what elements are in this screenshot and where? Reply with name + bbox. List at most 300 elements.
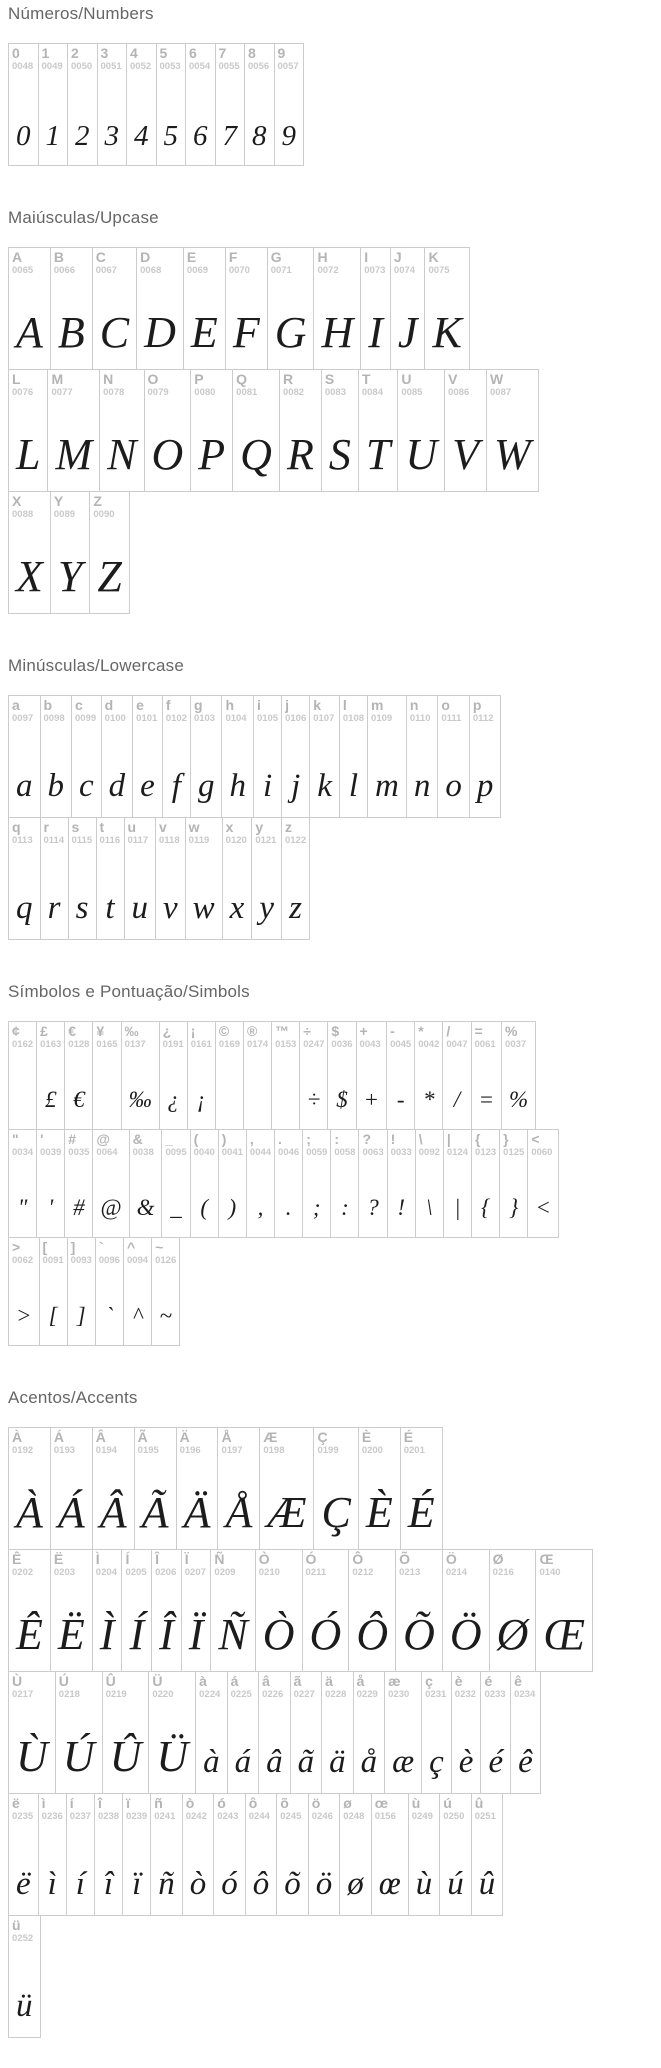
- char-glyph: j: [291, 768, 301, 804]
- char-cell: [40, 1238, 68, 1345]
- char-label: ó: [217, 1795, 226, 1811]
- char-label: H: [317, 249, 328, 265]
- char-unicode: 0051: [100, 61, 122, 72]
- char-unicode: 0065: [12, 265, 34, 276]
- char-unicode: 0077: [51, 387, 73, 398]
- char-unicode: 0053: [159, 61, 181, 72]
- char-glyph: K: [432, 308, 462, 357]
- char-unicode: 0080: [194, 387, 216, 398]
- char-unicode: 0192: [12, 1445, 34, 1456]
- char-unicode: 0086: [448, 387, 470, 398]
- char-unicode: 0211: [305, 1567, 327, 1578]
- char-glyph: Ë: [57, 1610, 85, 1659]
- char-cell: [314, 1428, 358, 1549]
- char-glyph: I: [368, 308, 383, 357]
- char-cell: [51, 248, 93, 369]
- char-cell: [67, 1794, 95, 1915]
- char-label: î: [97, 1795, 102, 1811]
- char-glyph: ,: [257, 1195, 264, 1220]
- char-unicode: 0230: [388, 1689, 410, 1700]
- char-cell: [472, 1022, 503, 1129]
- char-cell-head: [472, 1794, 503, 1823]
- char-label: 0: [12, 45, 20, 61]
- char-cell-head: [93, 1130, 128, 1159]
- char-glyph: Õ: [403, 1610, 435, 1659]
- char-unicode: 0093: [70, 1255, 92, 1266]
- char-label: 3: [100, 45, 109, 61]
- char-cell: [282, 696, 310, 817]
- char-cell-head: [282, 696, 309, 725]
- char-cell: [93, 1130, 129, 1237]
- char-cell: [98, 44, 128, 165]
- char-unicode: 0113: [12, 835, 33, 846]
- char-unicode: 0218: [58, 1689, 80, 1700]
- char-cell: [102, 696, 134, 817]
- char-glyph: á: [234, 1744, 252, 1780]
- char-glyph: $: [336, 1087, 348, 1112]
- char-cell: [396, 1550, 443, 1671]
- char-unicode: 0104: [225, 713, 247, 724]
- char-cell-head: [222, 696, 253, 725]
- char-cell-head: [254, 696, 281, 725]
- char-unicode: 0090: [93, 509, 115, 520]
- char-cell: [303, 1130, 331, 1237]
- char-cell: [156, 818, 186, 939]
- char-label: Æ: [263, 1429, 278, 1445]
- char-cell-head: [275, 1130, 302, 1159]
- charmap-row: [8, 1793, 503, 1916]
- char-glyph: œ: [378, 1866, 401, 1902]
- char-label: 8: [248, 45, 256, 61]
- char-cell-head: [9, 492, 50, 521]
- char-cell-head: [95, 1794, 122, 1823]
- char-glyph: `: [105, 1303, 114, 1328]
- char-cell-head: [93, 1428, 134, 1457]
- char-cell: [72, 696, 102, 817]
- char-glyph: ': [48, 1195, 54, 1220]
- char-label: Ú: [58, 1673, 69, 1689]
- char-cell-head: [425, 248, 468, 277]
- char-cell: [443, 1022, 471, 1129]
- char-unicode: 0247: [303, 1039, 325, 1050]
- char-label: /: [446, 1023, 451, 1039]
- char-cell: [68, 44, 98, 165]
- char-cell-head: [9, 1550, 50, 1579]
- char-glyph: Ù: [16, 1732, 48, 1781]
- char-glyph: J: [397, 308, 418, 357]
- char-cell: [183, 1794, 215, 1915]
- char-glyph: [272, 1051, 299, 1129]
- char-label: Ù: [12, 1673, 23, 1689]
- char-unicode: 0100: [104, 713, 126, 724]
- char-cell-head: [156, 818, 185, 847]
- char-glyph: ò: [189, 1866, 207, 1902]
- char-unicode: 0122: [284, 835, 307, 846]
- section-title-uppercase: Maiúsculas/Upcase: [8, 208, 159, 227]
- char-glyph: Ü: [156, 1732, 189, 1781]
- char-unicode: 0056: [248, 61, 270, 72]
- char-label: w: [188, 819, 200, 835]
- char-cell: [135, 1428, 177, 1549]
- char-cell-head: [9, 1428, 50, 1457]
- char-cell-head: [9, 370, 47, 399]
- char-cell: [9, 1022, 37, 1129]
- char-unicode: 0137: [124, 1039, 146, 1050]
- char-unicode: 0209: [214, 1567, 236, 1578]
- char-cell: [388, 1130, 416, 1237]
- char-cell-head: [96, 1238, 123, 1267]
- char-glyph: ¡: [196, 1087, 206, 1112]
- char-label: G: [270, 249, 282, 265]
- char-cell-head: [122, 1022, 159, 1051]
- char-unicode: 0251: [474, 1811, 496, 1822]
- char-cell: [368, 696, 407, 817]
- char-cell: [41, 696, 73, 817]
- char-label: ¢: [12, 1023, 20, 1039]
- char-label: b: [43, 697, 53, 713]
- char-cell-head: [68, 1238, 95, 1267]
- char-unicode: 0042: [418, 1039, 440, 1050]
- char-label: å: [356, 1673, 365, 1689]
- char-unicode: 0124: [446, 1147, 469, 1158]
- char-unicode: 0054: [189, 61, 211, 72]
- char-unicode: 0059: [306, 1147, 328, 1158]
- char-label: d: [104, 697, 114, 713]
- char-label: Ê: [12, 1551, 22, 1567]
- char-cell-head: [275, 44, 304, 73]
- char-cell: [137, 248, 184, 369]
- char-unicode: 0099: [75, 713, 97, 724]
- char-glyph: O: [151, 430, 184, 479]
- char-unicode: 0207: [184, 1567, 206, 1578]
- section-title-accents: Acentos/Accents: [8, 1388, 138, 1407]
- char-cell-head: [259, 1672, 290, 1701]
- char-cell-head: [443, 1022, 470, 1051]
- char-glyph: Ï: [188, 1610, 204, 1659]
- char-cell-head: [133, 696, 162, 725]
- char-glyph: Q: [240, 430, 272, 479]
- charmap-row: [8, 1129, 559, 1238]
- char-glyph: ö: [315, 1866, 333, 1902]
- char-label: ê: [514, 1673, 522, 1689]
- char-label: p: [472, 697, 482, 713]
- char-cell: [372, 1794, 409, 1915]
- char-glyph: 8: [252, 120, 267, 152]
- char-unicode: 0062: [12, 1255, 34, 1266]
- char-label: $: [331, 1023, 340, 1039]
- char-cell-head: [124, 1238, 151, 1267]
- char-cell-head: [223, 818, 252, 847]
- char-cell-head: [186, 44, 215, 73]
- char-label: ô: [248, 1795, 258, 1811]
- char-label: z: [284, 819, 292, 835]
- char-cell: [385, 1672, 422, 1793]
- char-label: <: [531, 1131, 540, 1147]
- char-glyph: m: [375, 768, 399, 804]
- char-cell: [490, 1550, 537, 1671]
- char-label: n: [409, 697, 419, 713]
- char-glyph: :: [341, 1195, 349, 1220]
- char-unicode: 0125: [503, 1147, 525, 1158]
- char-label: l: [342, 697, 347, 713]
- char-cell-head: [422, 1672, 451, 1701]
- char-cell: [9, 44, 39, 165]
- char-cell-head: [98, 44, 127, 73]
- char-label: à: [199, 1673, 207, 1689]
- char-glyph: \: [426, 1195, 433, 1220]
- char-cell-head: [490, 1550, 536, 1579]
- char-cell-head: [300, 1022, 327, 1051]
- char-label: 9: [277, 45, 286, 61]
- char-label: æ: [388, 1673, 401, 1689]
- char-label: [: [42, 1239, 48, 1255]
- char-glyph: x: [229, 890, 245, 926]
- char-cell: [401, 1428, 442, 1549]
- char-cell-head: [184, 248, 225, 277]
- char-cell: [422, 1672, 452, 1793]
- char-unicode: 0241: [154, 1811, 176, 1822]
- char-cell: [152, 1238, 179, 1345]
- char-cell-head: [152, 1550, 181, 1579]
- char-cell-head: [51, 248, 92, 277]
- char-glyph: U: [405, 430, 438, 479]
- char-unicode: 0214: [445, 1567, 468, 1578]
- char-label: ä: [325, 1673, 333, 1689]
- char-cell-head: [228, 1672, 259, 1701]
- char-unicode: 0242: [185, 1811, 207, 1822]
- char-cell-head: [103, 1672, 149, 1701]
- char-glyph: &: [136, 1195, 155, 1220]
- char-cell: [125, 818, 157, 939]
- char-glyph: î: [103, 1866, 114, 1902]
- char-label: :: [334, 1131, 339, 1147]
- char-label: (: [193, 1131, 199, 1147]
- char-cell-head: [157, 44, 186, 73]
- char-label: T: [361, 371, 371, 387]
- char-label: Ï: [184, 1551, 189, 1567]
- char-cell-head: [277, 1794, 308, 1823]
- char-label: S: [324, 371, 335, 387]
- char-unicode: 0195: [137, 1445, 159, 1456]
- char-glyph: A: [16, 308, 43, 357]
- char-glyph: ~: [159, 1303, 172, 1328]
- char-cell: [254, 696, 282, 817]
- char-glyph: ^: [132, 1303, 143, 1328]
- char-cell: [162, 1130, 190, 1237]
- char-cell: [9, 370, 48, 491]
- charmap-row: [8, 1427, 443, 1550]
- char-cell-head: [372, 1794, 408, 1823]
- char-cell-head: [69, 818, 96, 847]
- char-glyph: ù: [415, 1866, 433, 1902]
- char-label: h: [225, 697, 235, 713]
- char-cell: [328, 1022, 356, 1129]
- char-cell: [244, 1022, 272, 1129]
- char-glyph: 9: [281, 120, 296, 152]
- char-glyph: €: [73, 1087, 85, 1112]
- char-unicode: 0199: [317, 1445, 339, 1456]
- char-cell: [511, 1672, 540, 1793]
- char-label: ç: [425, 1673, 433, 1689]
- char-glyph: L: [16, 430, 41, 479]
- char-label: *: [418, 1023, 424, 1039]
- char-glyph: h: [229, 768, 246, 804]
- char-cell-head: [444, 1130, 471, 1159]
- char-glyph: å: [360, 1744, 378, 1780]
- char-cell-head: [48, 370, 99, 399]
- char-cell-head: [9, 1794, 38, 1823]
- char-cell-head: [9, 696, 40, 725]
- char-cell-head: [246, 1794, 277, 1823]
- char-cell: [361, 248, 391, 369]
- char-cell: [90, 492, 128, 613]
- char-glyph: ø: [347, 1866, 364, 1902]
- char-cell: [359, 1428, 401, 1549]
- char-label: Ó: [305, 1551, 317, 1567]
- char-unicode: 0112: [472, 713, 494, 724]
- char-glyph: û: [478, 1866, 496, 1902]
- char-glyph: #: [73, 1195, 85, 1220]
- char-cell: [280, 370, 322, 491]
- char-glyph: ñ: [158, 1866, 175, 1902]
- char-unicode: 0210: [258, 1567, 280, 1578]
- char-label: m: [371, 697, 384, 713]
- char-unicode: 0092: [418, 1147, 440, 1158]
- char-unicode: 0070: [228, 265, 250, 276]
- charmap-section-accents: [8, 1388, 661, 2038]
- char-label: a: [12, 697, 20, 713]
- char-cell-head: [9, 1130, 36, 1159]
- char-cell-head: [443, 1550, 489, 1579]
- char-label: f: [165, 697, 171, 713]
- char-cell-head: [247, 1130, 274, 1159]
- char-unicode: 0121: [255, 835, 277, 846]
- char-cell: [93, 1550, 123, 1671]
- char-glyph: 6: [193, 120, 208, 152]
- char-glyph: ì: [47, 1866, 57, 1902]
- char-cell-head: [216, 44, 245, 73]
- char-unicode: 0045: [390, 1039, 412, 1050]
- charmap-row: [8, 817, 310, 940]
- char-glyph: £: [44, 1087, 57, 1112]
- char-cell-head: [100, 370, 143, 399]
- char-label: 6: [189, 45, 197, 61]
- char-unicode: 0116: [99, 835, 121, 846]
- char-cell: [65, 1130, 93, 1237]
- char-cell-head: [130, 1130, 162, 1159]
- char-unicode: 0046: [278, 1147, 300, 1158]
- char-cell: [191, 1130, 219, 1237]
- char-cell: [39, 1794, 67, 1915]
- char-label: q: [12, 819, 21, 835]
- char-glyph: }: [509, 1195, 519, 1220]
- char-cell: [182, 1550, 212, 1671]
- char-glyph: Ô: [356, 1610, 389, 1659]
- char-cell: [211, 1550, 255, 1671]
- char-cell: [39, 44, 69, 165]
- char-cell-head: [149, 1672, 195, 1701]
- char-unicode: 0119: [188, 835, 210, 846]
- char-glyph: Í: [129, 1610, 145, 1659]
- char-cell: [260, 1428, 314, 1549]
- char-cell: [310, 696, 340, 817]
- section-title-symbols: Símbolos e Pontuação/Simbols: [8, 982, 250, 1001]
- char-unicode: 0063: [362, 1147, 384, 1158]
- char-label: g: [193, 697, 203, 713]
- char-label: Î: [155, 1551, 159, 1567]
- char-cell-head: [361, 248, 390, 277]
- char-glyph: Ã: [141, 1488, 169, 1537]
- char-label: V: [448, 371, 458, 387]
- char-cell-head: [291, 1672, 322, 1701]
- char-label: k: [313, 697, 322, 713]
- char-cell-head: [272, 1022, 299, 1051]
- char-cell-head: [93, 248, 136, 277]
- char-unicode: 0038: [132, 1147, 154, 1158]
- char-cell: [407, 696, 439, 817]
- char-cell-head: [39, 44, 68, 73]
- char-label: ;: [306, 1131, 311, 1147]
- char-label: Í: [125, 1551, 130, 1567]
- char-glyph: è: [458, 1744, 474, 1780]
- char-unicode: 0163: [40, 1039, 62, 1050]
- char-unicode: 0231: [425, 1689, 447, 1700]
- char-unicode: 0249: [411, 1811, 433, 1822]
- char-cell-head: [340, 1794, 371, 1823]
- char-cell-head: [145, 370, 191, 399]
- char-cell: [37, 1022, 65, 1129]
- char-cell-head: [282, 818, 309, 847]
- char-cell-head: [191, 1130, 218, 1159]
- char-cell-head: [216, 1022, 243, 1051]
- char-unicode: 0097: [12, 713, 34, 724]
- char-cell: [93, 1022, 121, 1129]
- char-unicode: 0117: [127, 835, 149, 846]
- charmap-section-numbers: [8, 4, 661, 166]
- char-label: J: [393, 249, 402, 265]
- char-glyph: p: [476, 768, 494, 804]
- char-cell: [247, 1130, 275, 1237]
- char-cell: [425, 248, 468, 369]
- char-glyph: b: [47, 768, 64, 804]
- char-cell: [443, 1550, 490, 1671]
- char-cell: [322, 370, 359, 491]
- char-glyph: z: [289, 890, 302, 926]
- char-unicode: 0216: [492, 1567, 514, 1578]
- char-label: Y: [53, 493, 64, 509]
- char-glyph: (: [200, 1195, 209, 1220]
- char-unicode: 0085: [401, 387, 423, 398]
- char-label: .: [278, 1131, 282, 1147]
- char-cell: [349, 1550, 396, 1671]
- char-glyph: ÷: [307, 1087, 321, 1112]
- char-unicode: 0047: [446, 1039, 468, 1050]
- char-glyph: e: [140, 768, 155, 804]
- char-glyph: .: [285, 1195, 292, 1220]
- char-cell: [309, 1794, 341, 1915]
- char-cell-head: [511, 1672, 540, 1701]
- char-label: Ü: [152, 1673, 163, 1689]
- char-label: v: [159, 819, 167, 835]
- char-cell-head: [340, 696, 367, 725]
- char-cell-head: [226, 248, 267, 277]
- char-unicode: 0219: [105, 1689, 127, 1700]
- char-cell: [359, 370, 398, 491]
- char-cell: [214, 1794, 246, 1915]
- char-cell: [275, 1130, 303, 1237]
- char-cell: [357, 1022, 388, 1129]
- char-cell: [145, 370, 192, 491]
